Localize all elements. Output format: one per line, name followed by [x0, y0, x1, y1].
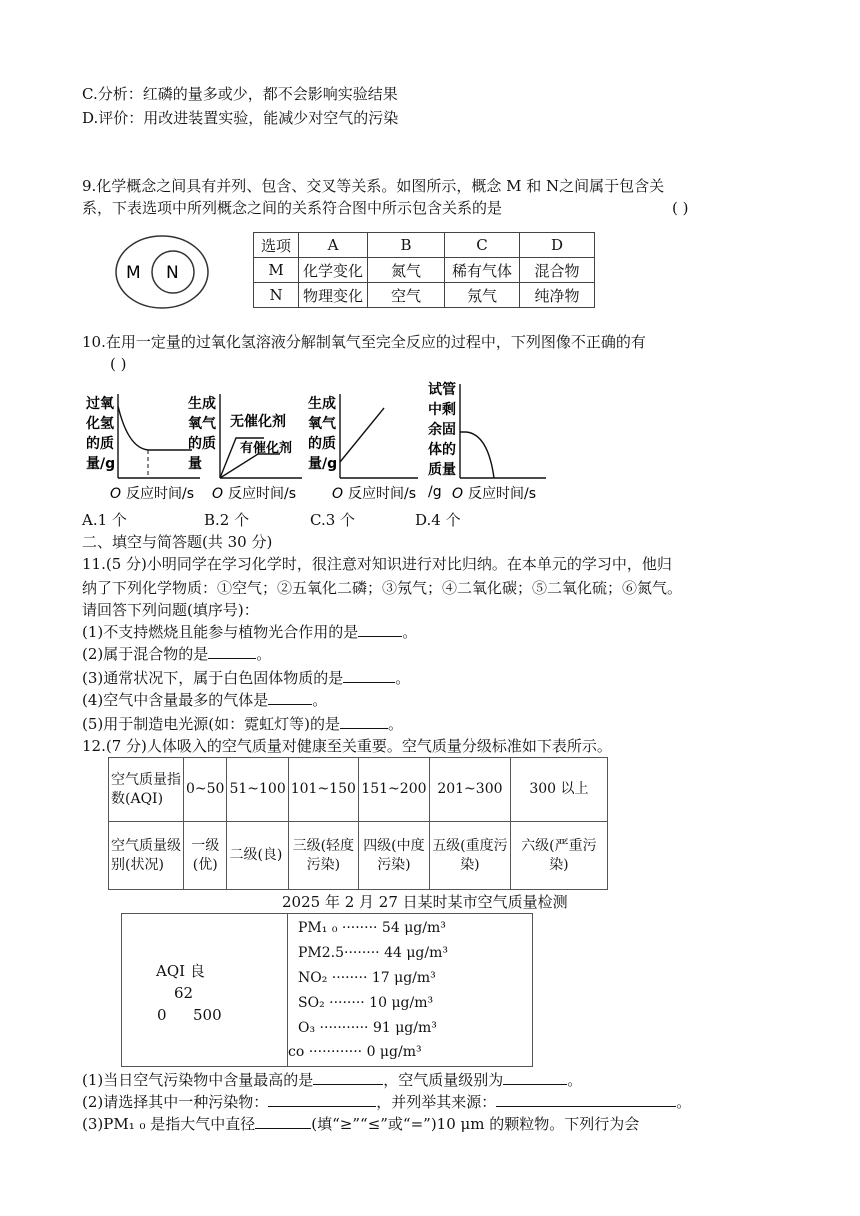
table-cell: 一级(优) [184, 822, 227, 890]
table-cell: 化学变化 [299, 258, 368, 283]
table-cell: D [520, 233, 595, 258]
table-cell: 稀有气体 [445, 258, 520, 283]
aqi-scale-min: 0 [157, 1006, 167, 1024]
q9-stem-line1: 9.化学概念之间具有并列、包含、交叉等关系。如图所示，概念 M 和 N之间属于包含关 [82, 177, 665, 195]
svg-text:体的: 体的 [428, 442, 456, 458]
q8-option-d: D.评价：用改进装置实验，能减少对空气的污染 [82, 109, 399, 127]
q11-item-3: (3)通常状况下，属于白色固体物质的是 。 [82, 669, 411, 687]
svg-text:试管: 试管 [428, 382, 456, 398]
svg-text:O: O [110, 486, 122, 502]
q11-item-5: (5)用于制造电光源(如：霓虹灯等)的是 。 [82, 715, 403, 733]
aqi-standard-table [108, 757, 608, 890]
table-cell: 氖气 [445, 283, 520, 308]
table-cell: 300 以上 [510, 758, 607, 822]
q11-item-4: (4)空气中含量最多的气体是 。 [82, 691, 328, 709]
table-cell: 101~150 [288, 758, 358, 822]
svg-text:质量: 质量 [428, 462, 456, 478]
q9-stem-line2: 系，下表选项中所列概念之间的关系符合图中所示包含关系的是 [82, 199, 503, 217]
table-cell: 混合物 [520, 258, 595, 283]
table-cell: 五级(重度污染) [429, 822, 510, 890]
svg-text:量/g: 量/g [308, 456, 338, 472]
table-cell: 二级(良) [227, 822, 288, 890]
aqi-value: 62 [174, 984, 194, 1002]
table-cell: 空气质量级别(状况) [109, 822, 184, 890]
table-cell: A [299, 233, 368, 258]
table-cell: 六级(严重污染) [510, 822, 607, 890]
table-cell: C [445, 233, 520, 258]
pollutant-pm10: PM₁ ₀ ········ 54 μg/m³ [298, 920, 446, 936]
svg-text:生成: 生成 [188, 396, 216, 412]
svg-text:的质: 的质 [308, 436, 336, 452]
svg-text:的质: 的质 [86, 436, 114, 452]
q12-sub1: (1)当日空气污染物中含量最高的是 ，空气质量级别为 。 [82, 1071, 583, 1089]
svg-text:的质: 的质 [188, 436, 216, 452]
table-cell: 选项 [254, 233, 299, 258]
q9-answer-bracket: ( ) [672, 199, 689, 217]
q11-stem-line1: 11.(5 分)小明同学在学习化学时，很注意对知识进行对比归纳。在本单元的学习中，他归 [82, 555, 672, 573]
table-cell: 201~300 [429, 758, 510, 822]
table-cell: 0~50 [184, 758, 227, 822]
q10-graph-2 [186, 392, 306, 504]
q11-item-1: (1)不支持燃烧且能参与植物光合作用的是 。 [82, 623, 418, 641]
svg-text:量/g: 量/g [86, 456, 116, 472]
aqi-caption: 2025 年 2 月 27 日某时某市空气质量检测 [282, 893, 568, 911]
table-cell: B [368, 233, 445, 258]
q11-item-2: (2)属于混合物的是 。 [82, 645, 272, 663]
table-cell: 151~200 [358, 758, 429, 822]
venn-label-m: M [126, 263, 141, 283]
svg-text:反应时间/s: 反应时间/s [468, 486, 537, 502]
table-cell: 氮气 [368, 258, 445, 283]
table-cell: N [254, 283, 299, 308]
q10-option-c: C.3 个 [310, 511, 356, 529]
q9-options-table [253, 232, 595, 308]
table-cell: M [254, 258, 299, 283]
svg-text:中剩: 中剩 [428, 402, 456, 418]
svg-text:化氢: 化氢 [86, 416, 114, 432]
q11-stem-line3: 请回答下列问题(填序号)： [82, 601, 259, 619]
venn-label-n: N [166, 263, 179, 283]
pollutant-no2: NO₂ ········ 17 μg/m³ [298, 970, 436, 986]
q12-sub3: (3)PM₁ ₀ 是指大气中直径 (填“≥”“≤”或“=”)10 μm 的颗粒物。下列行为会 [82, 1115, 640, 1133]
q8-option-c: C.分析：红磷的量多或少，都不会影响实验结果 [82, 85, 398, 103]
svg-text:反应时间/s: 反应时间/s [126, 486, 195, 502]
svg-text:氧气: 氧气 [308, 416, 336, 432]
svg-text:无催化剂: 无催化剂 [230, 414, 286, 430]
q11-stem-line2: 纳了下列化学物质：①空气；②五氧化二磷；③氖气；④二氧化碳；⑤二氧化硫；⑥氮气。 [82, 579, 683, 597]
table-cell: 纯净物 [520, 283, 595, 308]
q10-answer-bracket: ( ) [110, 355, 127, 373]
table-cell: 物理变化 [299, 283, 368, 308]
aqi-reading-panel [121, 913, 533, 1067]
svg-text:生成: 生成 [308, 396, 336, 412]
q10-option-a: A.1 个 [82, 511, 127, 529]
q12-sub2: (2)请选择其中一种污染物： ，并列举其来源： 。 [82, 1093, 692, 1111]
aqi-level-label: AQI 良 [156, 962, 205, 980]
svg-text:/g: /g [428, 484, 442, 500]
table-cell: 三级(轻度污染) [288, 822, 358, 890]
svg-text:O: O [212, 486, 224, 502]
q10-option-d: D.4 个 [415, 511, 461, 529]
table-cell: 四级(中度污染) [358, 822, 429, 890]
section-heading: 二、填空与简答题(共 30 分) [82, 533, 273, 551]
q10-graph-3 [306, 392, 426, 504]
svg-text:O: O [452, 486, 464, 502]
svg-text:氧气: 氧气 [188, 416, 216, 432]
svg-text:量: 量 [188, 456, 202, 472]
q12-stem: 12.(7 分)人体吸入的空气质量对健康至关重要。空气质量分级标准如下表所示。 [82, 737, 612, 755]
aqi-scale-max: 500 [193, 1006, 222, 1024]
svg-text:过氧: 过氧 [86, 396, 114, 412]
table-cell: 51~100 [227, 758, 288, 822]
q10-stem: 10.在用一定量的过氧化氢溶液分解制氧气至完全反应的过程中，下列图像不正确的有 [82, 333, 646, 351]
svg-text:反应时间/s: 反应时间/s [348, 486, 417, 502]
pollutant-co: co ············ 0 μg/m³ [288, 1044, 422, 1060]
table-cell: 空气质量指数(AQI) [109, 758, 184, 822]
svg-text:反应时间/s: 反应时间/s [228, 486, 297, 502]
pollutant-pm25: PM2.5········ 44 μg/m³ [298, 945, 449, 961]
q10-graph-4 [424, 378, 550, 504]
q9-venn-diagram [112, 232, 212, 312]
pollutant-o3: O₃ ··········· 91 μg/m³ [298, 1020, 437, 1036]
table-cell: 空气 [368, 283, 445, 308]
svg-text:有催化剂: 有催化剂 [240, 441, 293, 456]
pollutant-so2: SO₂ ········ 10 μg/m³ [298, 995, 434, 1011]
svg-text:余固: 余固 [428, 422, 456, 438]
q10-option-b: B.2 个 [204, 511, 250, 529]
svg-text:O: O [332, 486, 344, 502]
